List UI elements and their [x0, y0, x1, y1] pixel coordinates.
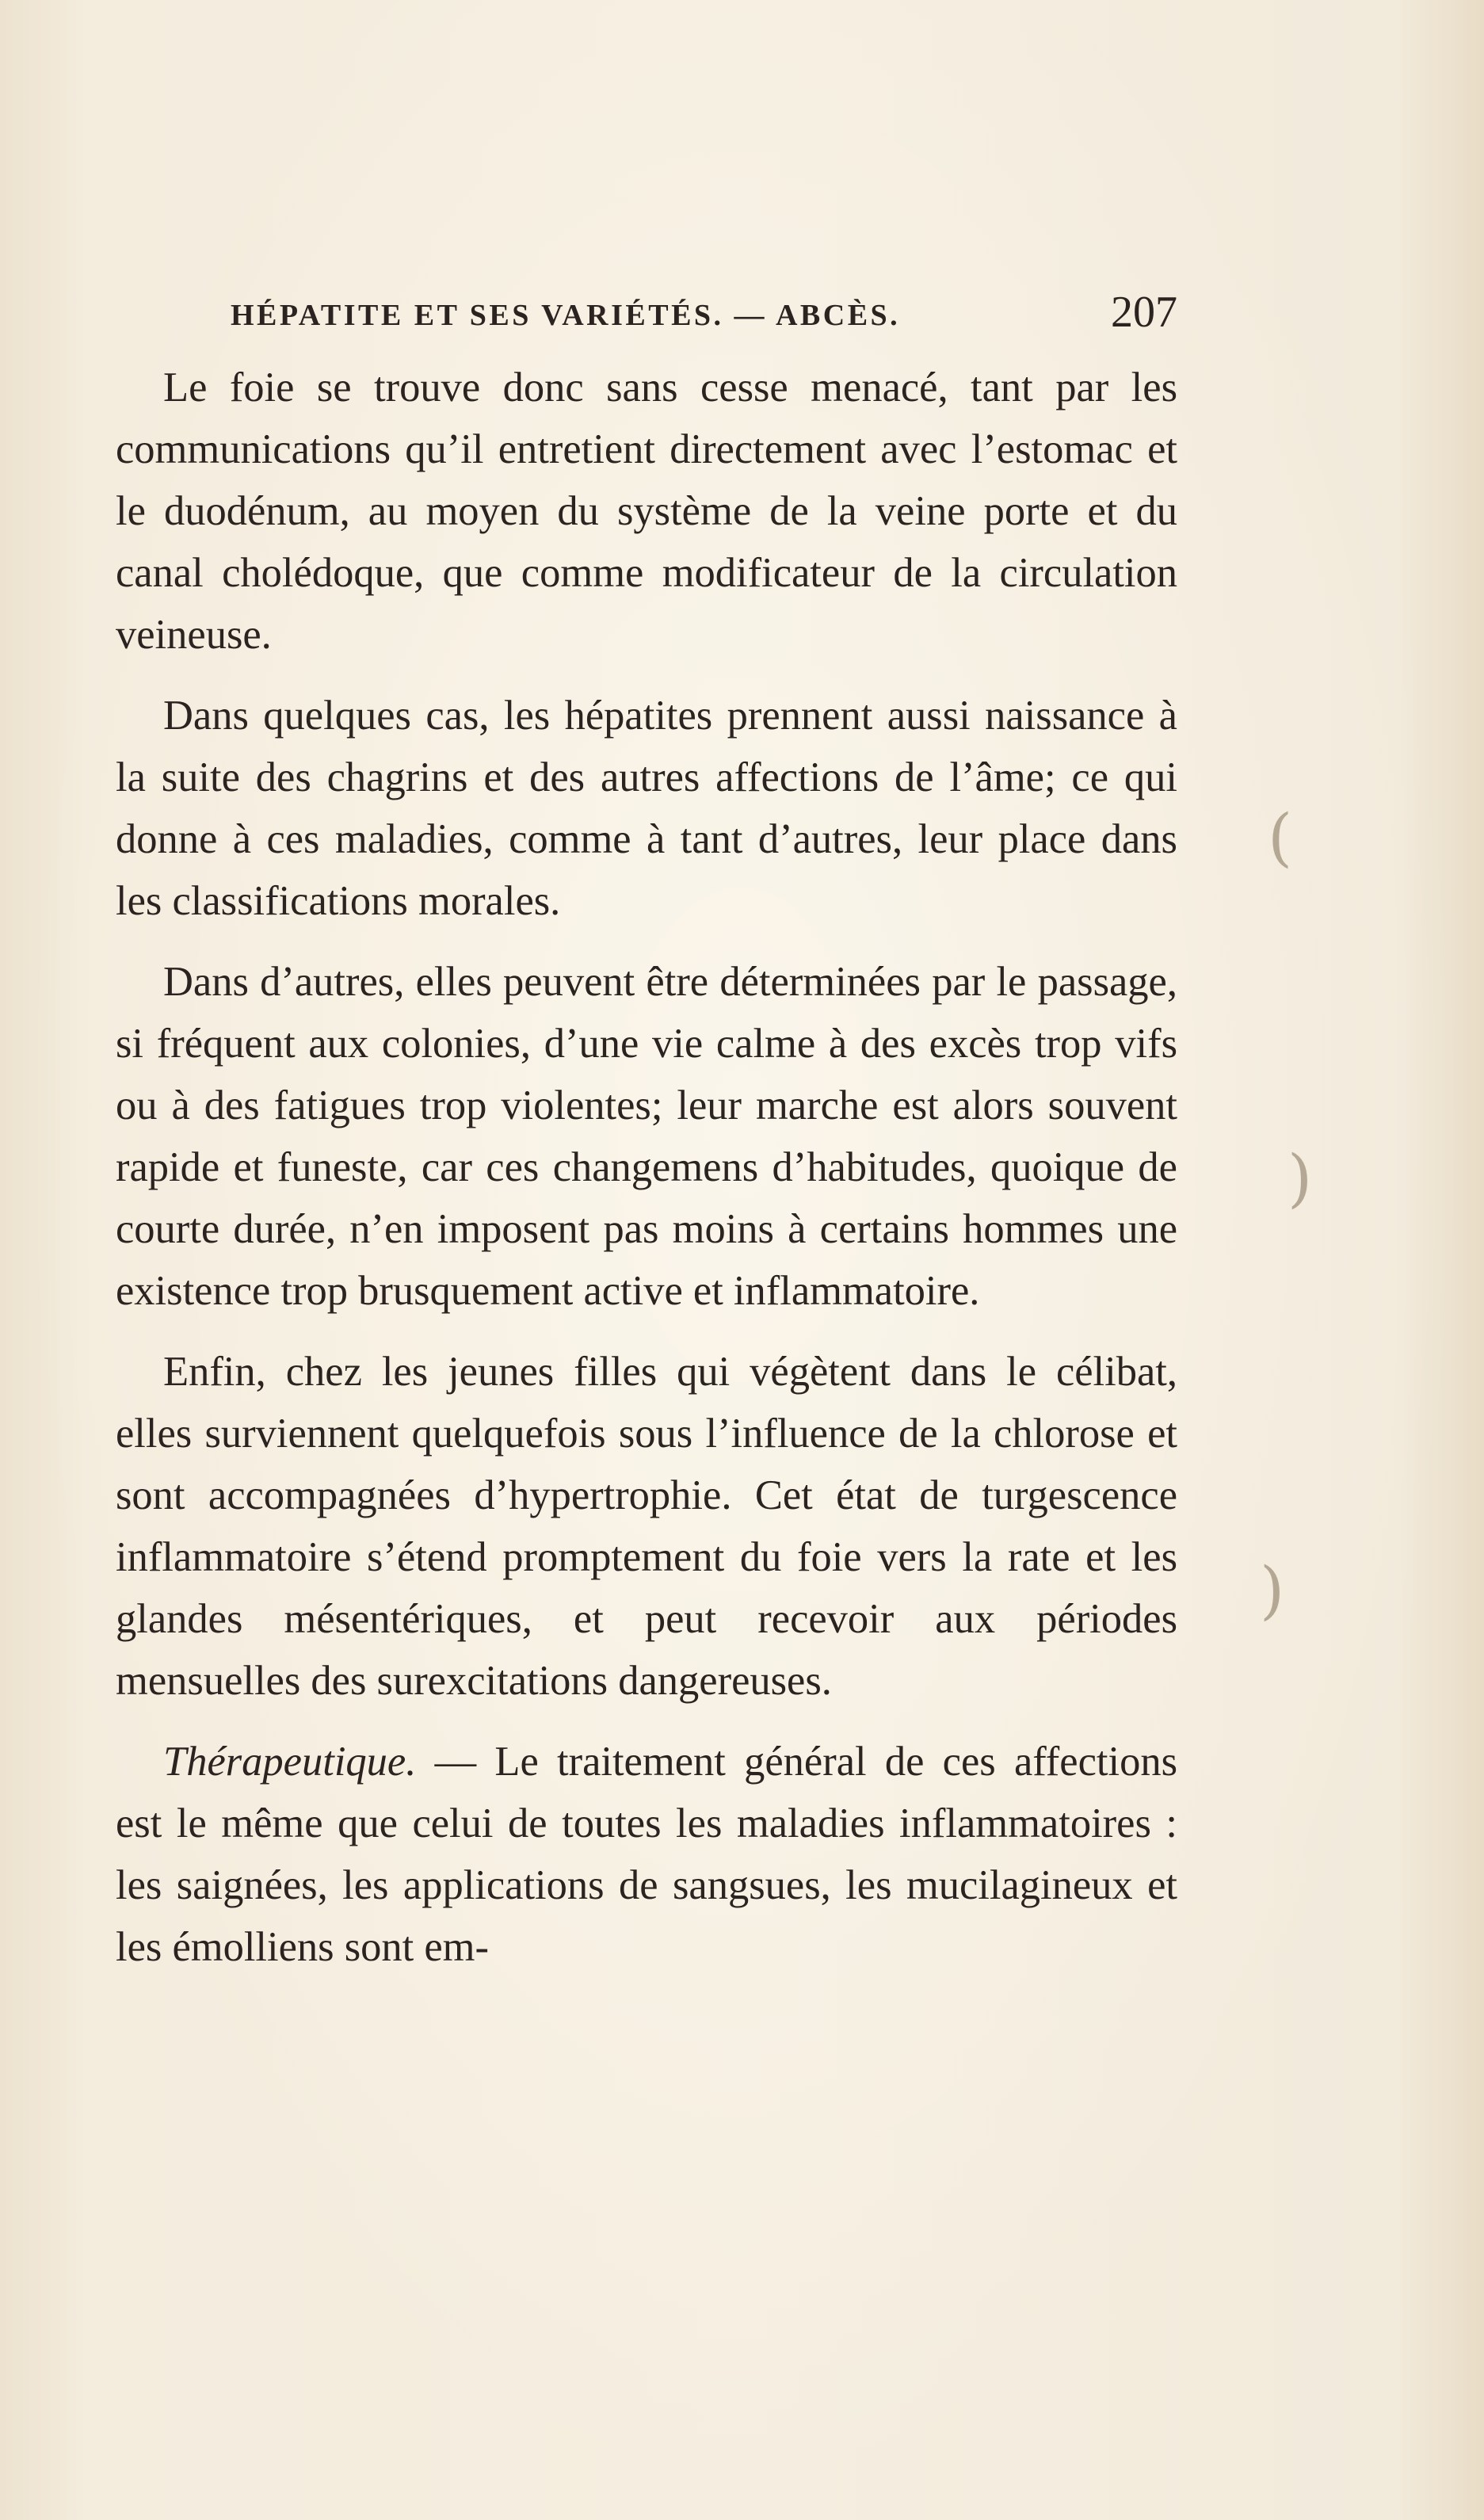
body-text — [116, 357, 1177, 1978]
paragraph-5-text: — Le traitement général de ces affections est le même que celui de toutes les maladies inflammatoires : les saignées, les applications de sangsues, les mucilagineux et les émolliens sont em- — [116, 1739, 1177, 1970]
paragraph-3: Dans d’autres, elles peuvent être déterminées par le passage, si fréquent aux colonies, d’une vie calme à des excès trop vifs ou à des fatigues trop violentes; leur marche est alors souvent rapide et funeste, car ces changemens d’habitudes, quoique de courte durée, n’en imposent pas moins à certains hommes une existence trop brusquement active et inflammatoire. — [116, 959, 1177, 1314]
running-head: HÉPATITE ET SES VARIÉTÉS. — ABCÈS. — [231, 299, 901, 332]
page-number: 207 — [1111, 288, 1177, 337]
paragraph-4: Enfin, chez les jeunes filles qui végètent dans le célibat, elles surviennent quelquefois sous l’influence de la chlorose et sont accompagnées d’hypertrophie. Cet état de turgescence inflammatoire s’étend promptement du foie vers la rate et les glandes mésentériques, et peut recevoir aux périodes mensuelles des surexcitations dangereuses. — [116, 1349, 1177, 1704]
paragraph-2: Dans quelques cas, les hépatites prennent aussi naissance à la suite des chagrins et des autres affections de l’âme; ce qui donne à ces maladies, comme à tant d’autres, leur place dans les classifications morales. — [116, 693, 1177, 924]
paragraph-1: Le foie se trouve donc sans cesse menacé, tant par les communications qu’il entretient directement avec l’estomac et le duodénum, au moyen du système de la veine porte et du canal cholédoque, que comme modificateur de la circulation veineuse. — [116, 365, 1177, 658]
section-heading-therapeutique: Thérapeutique. — [163, 1739, 417, 1785]
page-header — [231, 287, 1177, 342]
margin-pencil-mark: ( — [1268, 800, 1293, 874]
margin-pencil-mark: ) — [1288, 1141, 1313, 1215]
margin-pencil-mark: ) — [1260, 1553, 1285, 1627]
paragraph-5 — [116, 1731, 1177, 1978]
